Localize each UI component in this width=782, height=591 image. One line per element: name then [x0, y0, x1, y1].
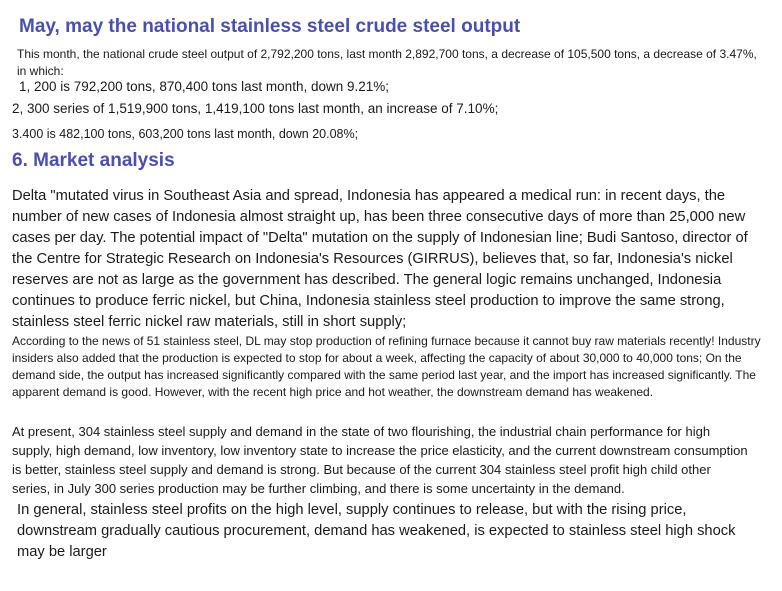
market-paragraph-production: According to the news of 51 stainless steel, DL may stop production of refining furnace because it cannot buy raw materials recently! Industry insiders also added that the production is expected to stop for about a week, affecting the capacity of about 30,000 to 40,000 tons; On the demand side, the output has increased significantly compared with the same period last year, and the import has increased significantly. The apparent demand is good. However, with the recent high price and hot weather, the downstream demand has weakened.	[12, 334, 761, 399]
output-line-200-series: 1, 200 is 792,200 tons, 870,400 tons last month, down 9.21%;	[19, 79, 390, 94]
section-title: May, may the national stainless steel crude steel output	[19, 16, 521, 37]
market-analysis-title: 6. Market analysis	[12, 150, 175, 171]
market-paragraph-summary: In general, stainless steel profits on the high level, supply continues to release, but with the rising price, downstream gradually cautious procurement, demand has weakened, is expected to stainless steel high shock may be larger	[17, 502, 736, 560]
market-paragraph-delta: Delta "mutated virus in Southeast Asia and spread, Indonesia has appeared a medical run: in recent days, the number of new cases of Indonesia almost straight up, has been three consecutive days of more than 25,000 new cases per day. The potential impact of "Delta" mutation on the supply of Indonesian line; Budi Santoso, director of the Centre for Strategic Research on Indonesia's Resources (GIRRUS), believes that, so far, Indonesia's nickel reserves are not as large as the government has described. The general logic remains unchanged, Indonesia continues to produce ferric nickel, but China, Indonesia stainless steel production to improve the same strong, stainless steel ferric nickel raw materials, still in short supply;	[12, 188, 748, 330]
intro-paragraph: This month, the national crude steel output of 2,792,200 tons, last month 2,892,700 tons, a decrease of 105,500 tons, a decrease of 3.47%, in which:	[17, 47, 757, 78]
market-paragraph-supply-demand: At present, 304 stainless steel supply and demand in the state of two flourishing, the industrial chain performance for high supply, high demand, low inventory, low inventory state to increase the price elasticity, and the current downstream consumption is better, stainless steel supply and demand is strong. But because of the current 304 stainless steel profit high child other series, in July 300 series production may be further climbing, and there is some uncertainty in the demand.	[12, 424, 748, 496]
output-line-400-series: 3.400 is 482,100 tons, 603,200 tons last month, down 20.08%;	[12, 127, 359, 141]
output-line-300-series: 2, 300 series of 1,519,900 tons, 1,419,100 tons last month, an increase of 7.10%;	[12, 101, 499, 116]
